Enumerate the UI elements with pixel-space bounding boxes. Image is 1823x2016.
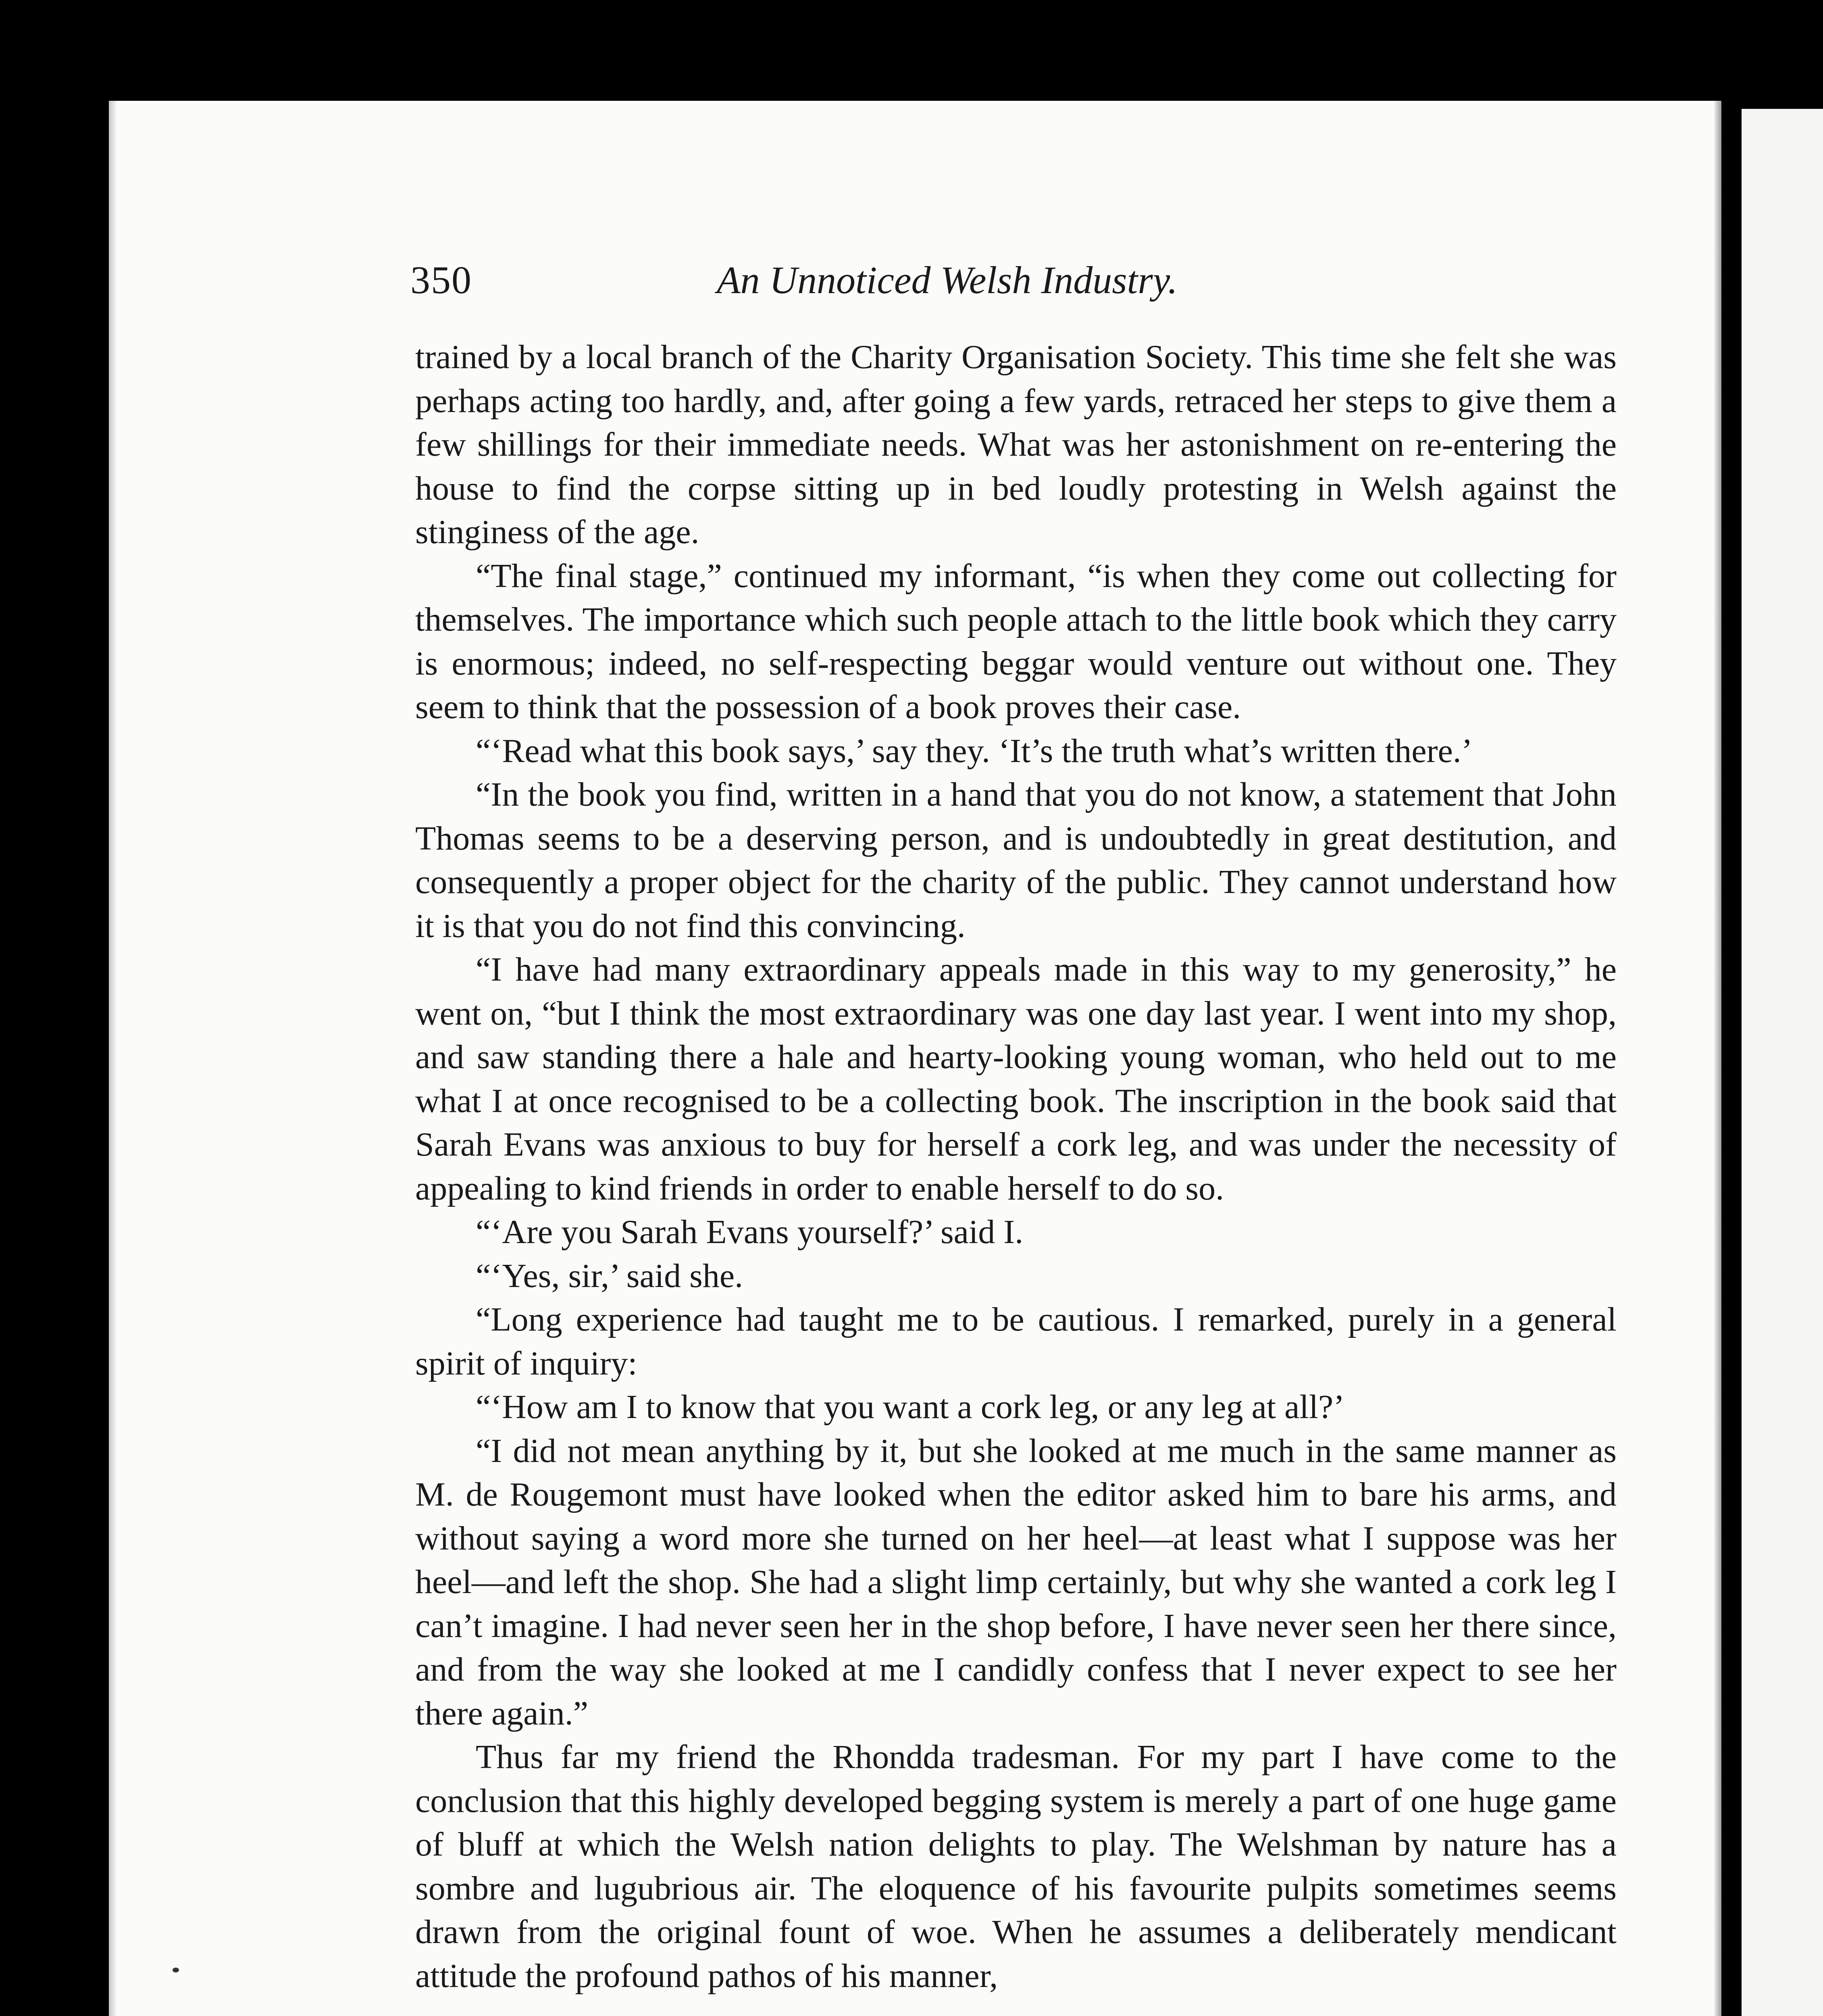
running-title: An Unnoticed Welsh Industry. bbox=[717, 258, 1178, 302]
page-left-edge bbox=[109, 101, 116, 2016]
page-right-edge bbox=[1714, 101, 1721, 2016]
paragraph-how-am-i: “‘How am I to know that you want a cork leg, or any leg at all?’ bbox=[476, 1388, 1345, 1426]
paragraph-final-stage: “The final stage,” continued my informant, “is when they come out collecting for themselves. The importance which such people attach to the little book which they carry is enormous; indeed, no self-respecting beggar would venture out without one. They seem to think that the possession of a book proves their case. bbox=[415, 557, 1617, 726]
paragraph-are-you-sarah: “‘Are you Sarah Evans yourself?’ said I. bbox=[476, 1213, 1024, 1251]
ink-speck bbox=[173, 1968, 179, 1972]
page-number: 350 bbox=[410, 258, 472, 302]
page-header bbox=[410, 250, 1293, 310]
body-text bbox=[415, 335, 1617, 1998]
paragraph-long-experience: “Long experience had taught me to be cautious. I remarked, purely in a general spirit of inquiry: bbox=[415, 1301, 1617, 1382]
paragraph-yes-sir: “‘Yes, sir,’ said she. bbox=[476, 1257, 743, 1295]
paragraph-did-not-mean: “I did not mean anything by it, but she looked at me much in the same manner as M. de Rougemont must have looked when the editor asked him to bare his arms, and without saying a word more she turned on her heel—at least what I suppose was her heel—and left the shop. She had a slight limp certainly, but why she wanted a cork leg I can’t imagine. I had never seen her in the shop before, I have never seen her there since, and from the way she looked at me I candidly confess that I never expect to see her there again.” bbox=[415, 1432, 1617, 1732]
paragraph-continued: trained by a local branch of the Charity Organisation Society. This time she felt she was perhaps acting too hardly, and, after going a few yards, retraced her steps to give them a few shillings for their immediate needs. What was her astonishment on re-entering the house to find the corpse sitting up in bed loudly protesting in Welsh against the stinginess of the age. bbox=[415, 338, 1617, 551]
paragraph-in-the-book: “In the book you find, written in a hand that you do not know, a statement that John Thomas seems to be a deserving person, and is undoubtedly in great destitution, and consequently a proper object for the charity of the public. They cannot understand how it is that you do not find this convincing. bbox=[415, 776, 1617, 945]
paragraph-extraordinary-appeals: “I have had many extraordinary appeals made in this way to my generosity,” he went on, “but I think the most extraordinary was one day last year. I went into my shop, and saw standing there a hale and hearty-looking young woman, who held out to me what I at once recognised to be a collecting book. The inscription in the book said that Sarah Evans was anxious to buy for herself a cork leg, and was under the necessity of appealing to kind friends in order to enable herself to do so. bbox=[415, 951, 1617, 1207]
paragraph-read-book: “‘Read what this book says,’ say they. ‘It’s the truth what’s written there.’ bbox=[476, 732, 1473, 770]
paragraph-thus-far: Thus far my friend the Rhondda tradesman. For my part I have come to the conclusion that this highly developed begging system is merely a part of one huge game of bluff at which the Welsh nation delights to play. The Welshman by nature has a sombre and lugubrious air. The eloquence of his favourite pulpits sometimes seems drawn from the original fount of woe. When he assumes a deliberately mendicant attitude the profound pathos of his manner, bbox=[415, 1738, 1617, 1995]
adjacent-page-edge bbox=[1742, 109, 1823, 2016]
